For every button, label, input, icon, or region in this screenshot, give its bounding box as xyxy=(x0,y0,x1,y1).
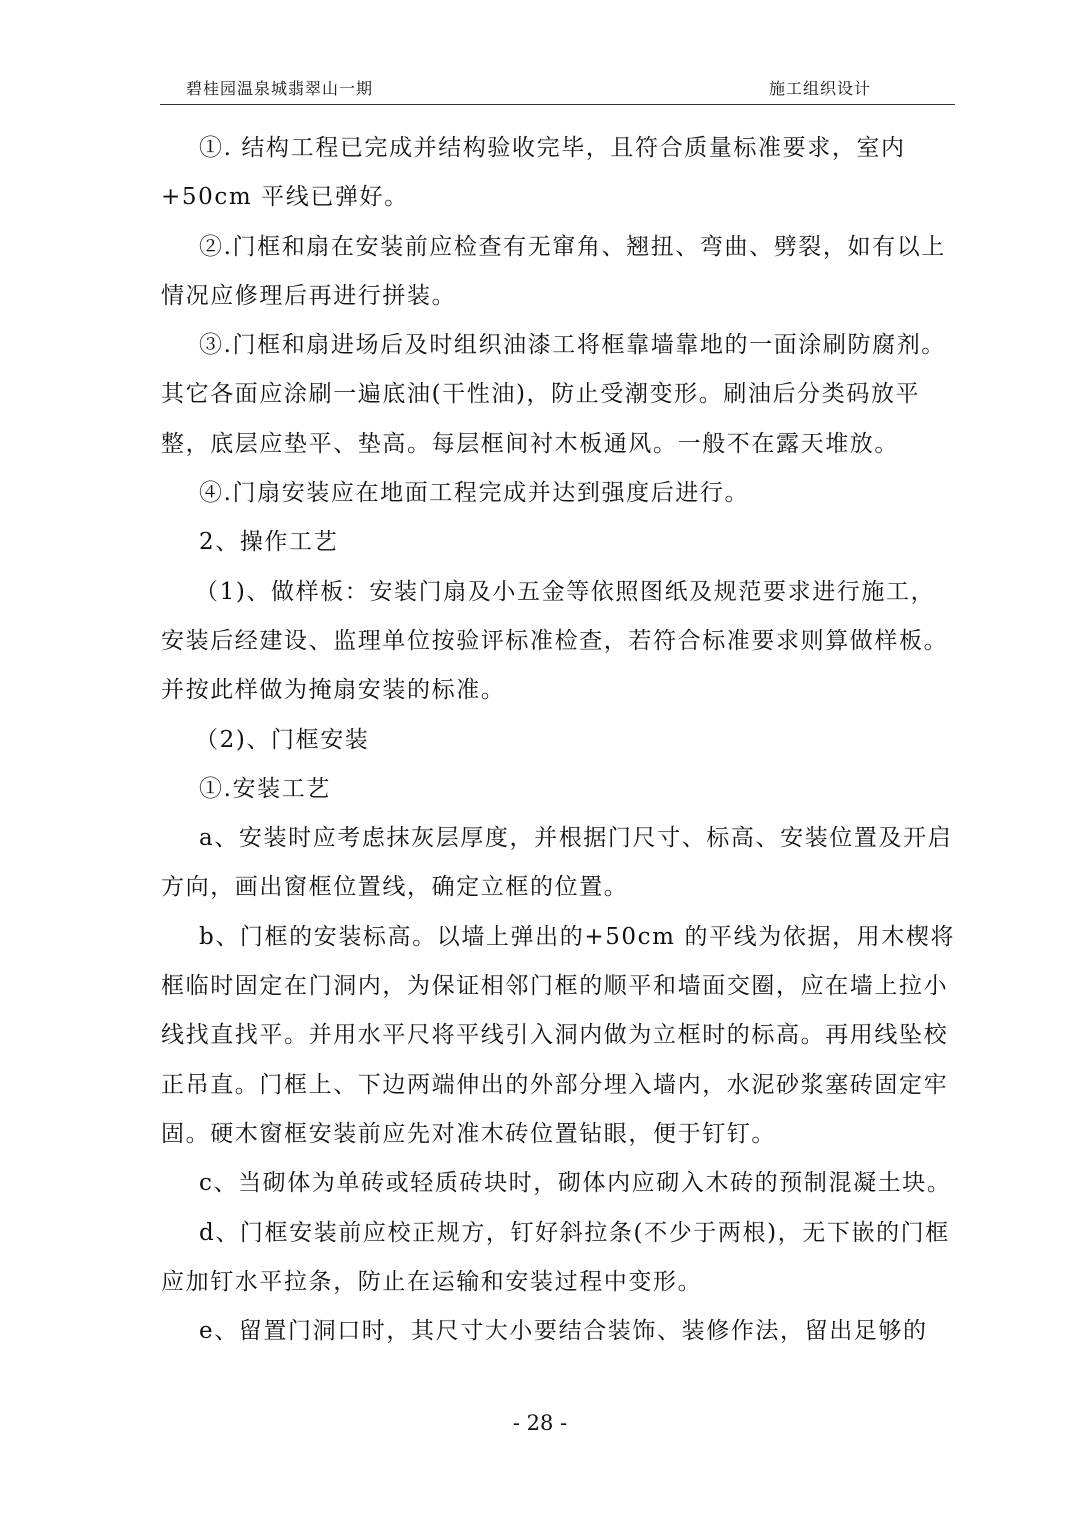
paragraph: e、留置门洞口时，其尺寸大小要结合装饰、装修作法，留出足够的 xyxy=(199,1318,928,1345)
subsection-heading: （2)、门框安装 xyxy=(195,726,370,753)
project-title: 碧桂园温泉城翡翠山一期 xyxy=(186,79,374,98)
paragraph: ③.门框和扇进场后及时组织油漆工将框靠墙靠地的一面涂刷防腐剂。其它各面应涂刷一遍底油(干性油)，防止受潮变形。刷油后分类码放平整，底层应垫平、垫高。每层框间衬木板通风。一般不在露天堆放。 xyxy=(161,332,946,457)
paragraph: c、当砌体为单砖或轻质砖块时，砌体内应砌入木砖的预制混凝土块。 xyxy=(199,1170,952,1197)
body-text xyxy=(161,124,956,1356)
paragraph: d、门框安装前应校正规方，钉好斜拉条(不少于两根)，无下嵌的门框应加钉水平拉条，防止在运输和安装过程中变形。 xyxy=(161,1219,950,1295)
paragraph: ①. 结构工程已完成并结构验收完毕，且符合质量标准要求，室内+50cm 平线已弹好。 xyxy=(161,135,906,211)
paragraph: b、门框的安装标高。以墙上弹出的+50cm 的平线为依据，用木楔将框临时固定在门洞内，为保证相邻门框的顺平和墙面交圈，应在墙上拉小线找直找平。并用水平尺将平线引入洞内做为立框时的标高。再用线坠校正吊直。门框上、下边两端伸出的外部分埋入墙内，水泥砂浆塞砖固定牢固。硬木窗框安装前应先对准木砖位置钻眼，便于钉钉。 xyxy=(161,923,956,1147)
document-type: 施工组织设计 xyxy=(768,79,871,98)
paragraph: ④.门扇安装应在地面工程完成并达到强度后进行。 xyxy=(199,480,750,507)
section-heading: 2、操作工艺 xyxy=(199,529,339,556)
subsection-heading: ①.安装工艺 xyxy=(199,775,331,802)
paragraph: ②.门框和扇在安装前应检查有无窜角、翘扭、弯曲、劈裂，如有以上情况应修理后再进行拼装。 xyxy=(161,233,946,309)
paragraph: a、安装时应考虑抹灰层厚度，并根据门尺寸、标高、安装位置及开启方向，画出窗框位置线，确定立框的位置。 xyxy=(161,825,953,901)
paragraph: （1)、做样板：安装门扇及小五金等依照图纸及规范要求进行施工，安装后经建设、监理单位按验评标准检查，若符合标准要求则算做样板。并按此样做为掩扇安装的标准。 xyxy=(161,578,949,704)
page-header xyxy=(160,70,955,105)
page-number: - 28 - xyxy=(512,1411,568,1435)
